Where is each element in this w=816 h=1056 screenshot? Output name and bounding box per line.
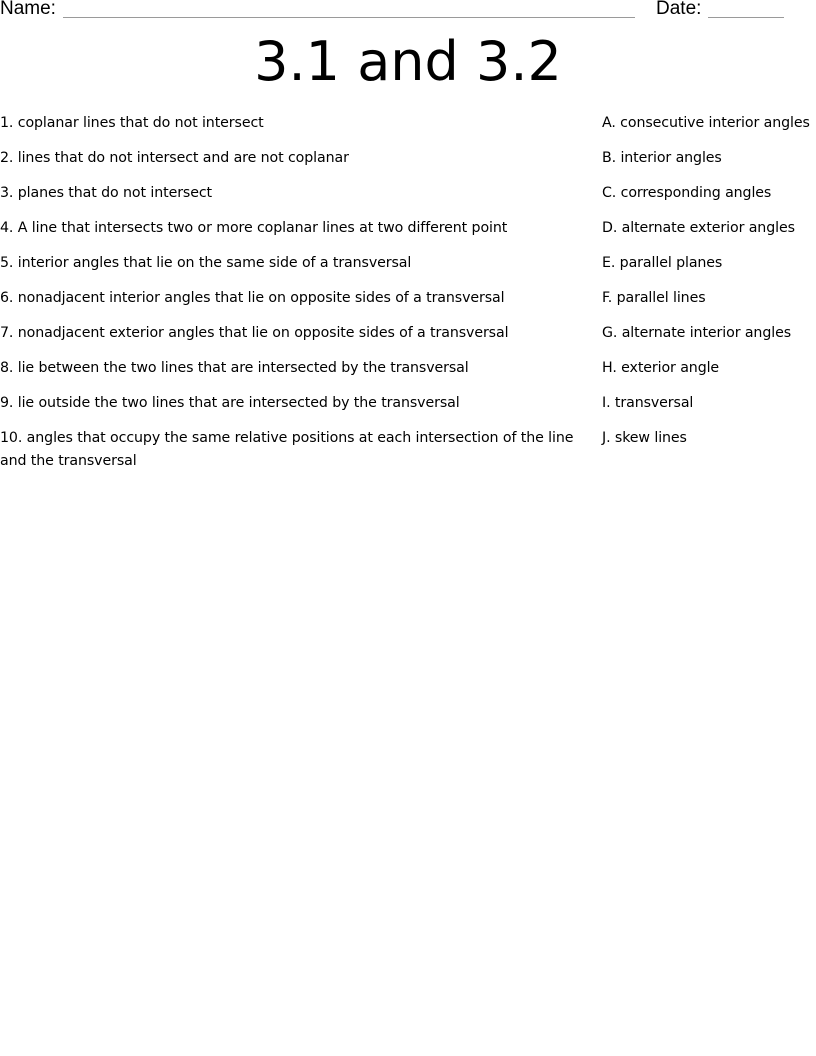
worksheet-header — [0, 0, 816, 22]
answer-item: B. interior angles — [602, 150, 722, 166]
question-item: 1. coplanar lines that do not intersect — [0, 115, 264, 131]
answer-item: G. alternate interior angles — [602, 325, 791, 341]
name-label: Name: — [0, 0, 56, 19]
name-blank-line — [63, 17, 635, 18]
worksheet-title: 3.1 and 3.2 — [254, 30, 562, 93]
question-item: 5. interior angles that lie on the same side of a transversal — [0, 255, 412, 271]
date-label: Date: — [656, 0, 702, 19]
answer-bank — [602, 112, 816, 462]
answer-item: I. transversal — [602, 395, 694, 411]
answer-item: C. corresponding angles — [602, 185, 772, 201]
answer-item: J. skew lines — [602, 430, 687, 446]
question-item: 8. lie between the two lines that are intersected by the transversal — [0, 360, 469, 376]
answer-item: F. parallel lines — [602, 290, 706, 306]
question-item: 6. nonadjacent interior angles that lie on opposite sides of a transversal — [0, 290, 505, 306]
question-item: 2. lines that do not intersect and are not coplanar — [0, 150, 349, 166]
question-item: 3. planes that do not intersect — [0, 185, 213, 201]
date-blank-line — [708, 17, 784, 18]
answer-item: H. exterior angle — [602, 360, 720, 376]
question-item: 4. A line that intersects two or more coplanar lines at two different point — [0, 220, 508, 236]
answer-item: E. parallel planes — [602, 255, 723, 271]
question-item: 10. angles that occupy the same relative positions at each intersection of the line and the transversal — [0, 430, 574, 469]
answer-item: D. alternate exterior angles — [602, 220, 795, 236]
question-item: 7. nonadjacent exterior angles that lie on opposite sides of a transversal — [0, 325, 509, 341]
answer-item: A. consecutive interior angles — [602, 115, 810, 131]
question-item: 9. lie outside the two lines that are intersected by the transversal — [0, 395, 460, 411]
question-list — [0, 112, 575, 485]
